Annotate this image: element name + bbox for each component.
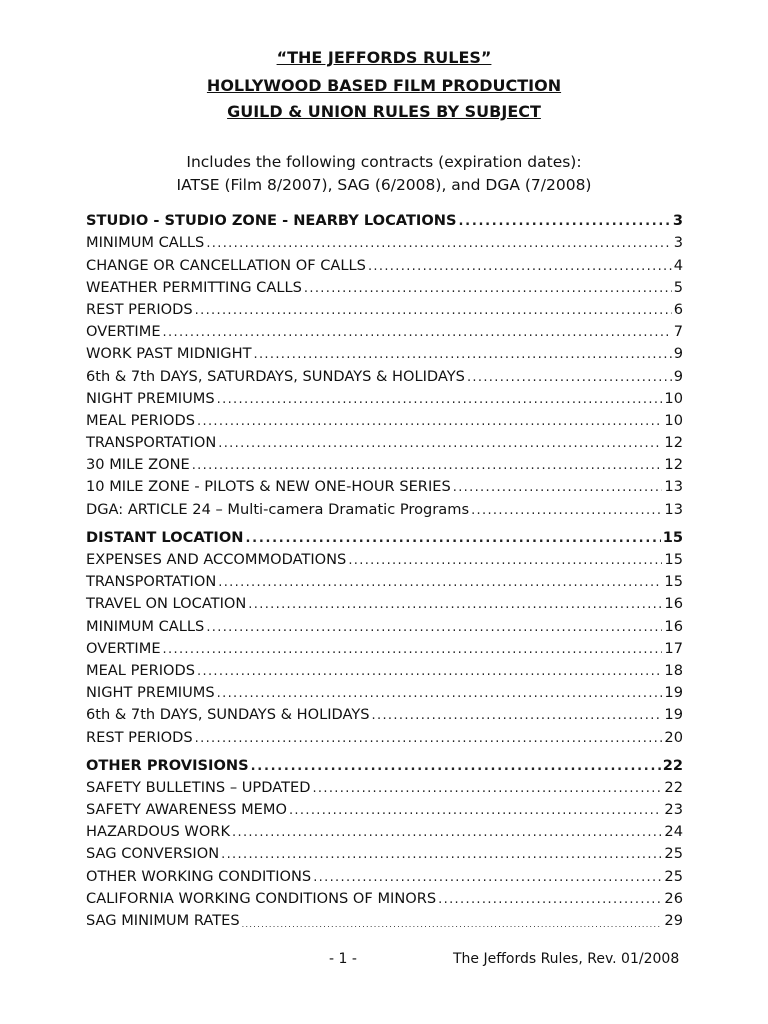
toc-entry-title: CHANGE OR CANCELLATION OF CALLS	[86, 256, 366, 274]
toc-entry-title: NIGHT PREMIUMS	[86, 389, 215, 407]
toc-entry-title: TRANSPORTATION	[86, 573, 217, 591]
toc-entry-title: OVERTIME	[86, 323, 161, 341]
toc-entry[interactable]	[86, 862, 683, 884]
toc-entry-title: MINIMUM CALLS	[86, 234, 205, 252]
toc-section-heading[interactable]	[86, 752, 683, 774]
toc-entry[interactable]	[86, 407, 683, 429]
toc-entry[interactable]	[86, 546, 683, 568]
dot-leader	[197, 414, 662, 429]
dot-leader	[453, 481, 663, 496]
toc-entry[interactable]	[86, 657, 683, 679]
dot-leader	[206, 620, 662, 635]
toc-page-number: 18	[664, 661, 683, 679]
dot-leader	[368, 259, 672, 274]
toc-page-number: 16	[664, 595, 683, 613]
toc-page-number: 25	[664, 867, 683, 885]
toc-page-number: 15	[664, 551, 683, 568]
dot-leader	[304, 281, 672, 296]
dot-leader	[251, 759, 661, 774]
toc-page-number: 4	[673, 256, 683, 274]
toc-page-number: 19	[664, 706, 683, 724]
toc-page-number: 5	[673, 278, 683, 296]
toc-page-number: 9	[673, 367, 683, 385]
toc-entry-title: 6th & 7th DAYS, SUNDAYS & HOLIDAYS	[86, 706, 370, 724]
toc-entry[interactable]	[86, 451, 683, 473]
dot-leader	[312, 781, 662, 796]
toc-page-number: 23	[664, 801, 683, 819]
dot-leader	[232, 826, 662, 841]
toc-page-number: 9	[673, 345, 683, 363]
toc-page-number: 6	[673, 300, 683, 318]
contracts-list: IATSE (Film 8/2007), SAG (6/2008), and DGA (7/2008)	[176, 176, 592, 194]
toc-entry[interactable]	[86, 612, 683, 634]
toc-entry[interactable]	[86, 274, 683, 296]
toc-entry-title: WORK PAST MIDNIGHT	[86, 345, 252, 363]
toc-entry-title: MEAL PERIODS	[86, 411, 196, 429]
toc-entry-title: OTHER WORKING CONDITIONS	[86, 867, 312, 885]
dot-leader	[218, 436, 662, 451]
toc-page-number: 29	[664, 912, 683, 929]
toc-section-heading[interactable]	[86, 207, 683, 229]
toc-page-number: 24	[664, 823, 683, 841]
toc-page-number: 22	[662, 756, 683, 774]
toc-entry-title: MEAL PERIODS	[86, 661, 196, 679]
toc-entry-title: WEATHER PERMITTING CALLS	[86, 278, 302, 296]
toc-page-number: 10	[664, 389, 683, 407]
document-subtitle-2: GUILD & UNION RULES BY SUBJECT	[227, 102, 541, 121]
toc-entry[interactable]	[86, 635, 683, 657]
document-title: “THE JEFFORDS RULES”	[276, 48, 492, 67]
dot-leader	[218, 576, 662, 591]
toc-entry-title: REST PERIODS	[86, 300, 193, 318]
toc-entry[interactable]	[86, 723, 683, 745]
toc-page-number: 13	[664, 478, 683, 496]
toc-entry-title: NIGHT PREMIUMS	[86, 684, 215, 702]
toc-entry[interactable]	[86, 318, 683, 340]
toc-entry-title: TRAVEL ON LOCATION	[86, 595, 247, 613]
page-number: - 1 -	[329, 951, 357, 967]
toc-page-number: 16	[664, 617, 683, 635]
dot-leader	[242, 914, 663, 929]
dot-leader	[313, 870, 662, 885]
toc-entry-title: DGA: ARTICLE 24 – Multi-camera Dramatic Programs	[86, 500, 470, 518]
dot-leader	[245, 531, 660, 546]
toc-page-number: 22	[664, 778, 683, 796]
dot-leader	[248, 598, 662, 613]
dot-leader	[467, 370, 672, 385]
toc-entry[interactable]	[86, 796, 683, 818]
dot-leader	[348, 553, 662, 568]
document-reference: The Jeffords Rules, Rev. 01/2008	[453, 951, 680, 967]
toc-entry-title: SAFETY BULLETINS – UPDATED	[86, 778, 311, 796]
toc-entry[interactable]	[86, 296, 683, 318]
toc-entry[interactable]	[86, 840, 683, 862]
toc-section	[86, 207, 683, 518]
toc-entry-title: OTHER PROVISIONS	[86, 756, 249, 774]
toc-page-number: 25	[664, 845, 683, 863]
dot-leader	[163, 326, 672, 341]
toc-entry-title: SAG MINIMUM RATES	[86, 912, 240, 929]
toc-entry-title: REST PERIODS	[86, 728, 193, 746]
toc-entry[interactable]	[86, 362, 683, 384]
toc-page-number: 12	[664, 434, 683, 452]
toc-entry[interactable]	[86, 590, 683, 612]
toc-entry-title: OVERTIME	[86, 639, 161, 657]
toc-page-number: 10	[664, 411, 683, 429]
toc-entry-title: 30 MILE ZONE	[86, 456, 190, 474]
toc-entry[interactable]	[86, 429, 683, 451]
dot-leader	[217, 392, 663, 407]
toc-entry-title: CALIFORNIA WORKING CONDITIONS OF MINORS	[86, 889, 437, 907]
dot-leader	[221, 848, 662, 863]
toc-section-heading[interactable]	[86, 524, 683, 546]
toc-page-number: 3	[673, 234, 683, 252]
dot-leader	[206, 237, 671, 252]
toc-page-number: 20	[664, 728, 683, 746]
toc-entry-title: DISTANT LOCATION	[86, 528, 244, 546]
toc-entry-title: 10 MILE ZONE - PILOTS & NEW ONE-HOUR SERIES	[86, 478, 451, 496]
toc-entry[interactable]	[86, 340, 683, 362]
toc-entry[interactable]	[86, 907, 683, 929]
toc-entry[interactable]	[86, 495, 683, 517]
toc-page-number: 17	[664, 639, 683, 657]
toc-entry[interactable]	[86, 818, 683, 840]
toc-entry-title: SAFETY AWARENESS MEMO	[86, 801, 287, 819]
toc-page-number: 19	[664, 684, 683, 702]
dot-leader	[471, 503, 662, 518]
document-subtitle-1: HOLLYWOOD BASED FILM PRODUCTION	[206, 76, 562, 95]
dot-leader	[163, 642, 663, 657]
toc-section	[86, 752, 683, 930]
toc-entry[interactable]	[86, 568, 683, 590]
dot-leader	[253, 348, 671, 363]
toc-entry-title: EXPENSES AND ACCOMMODATIONS	[86, 551, 347, 568]
toc-entry[interactable]	[86, 473, 683, 495]
toc-entry-title: 6th & 7th DAYS, SATURDAYS, SUNDAYS & HOLIDAYS	[86, 367, 465, 385]
toc-entry[interactable]	[86, 774, 683, 796]
toc-entry-title: TRANSPORTATION	[86, 434, 217, 452]
toc-page-number: 7	[673, 323, 683, 341]
toc-entry[interactable]	[86, 885, 683, 907]
dot-leader	[289, 803, 662, 818]
toc-entry[interactable]	[86, 229, 683, 251]
dot-leader	[195, 303, 672, 318]
dot-leader	[195, 731, 663, 746]
toc-entry-title: SAG CONVERSION	[86, 845, 220, 863]
toc-entry[interactable]	[86, 701, 683, 723]
toc-entry-title: HAZARDOUS WORK	[86, 823, 231, 841]
toc-entry-title: STUDIO - STUDIO ZONE - NEARBY LOCATIONS	[86, 212, 457, 230]
dot-leader	[192, 459, 663, 474]
table-of-contents	[86, 207, 683, 929]
toc-page-number: 15	[664, 573, 683, 591]
toc-page-number: 3	[672, 212, 683, 230]
contracts-intro: Includes the following contracts (expiration dates):	[186, 153, 582, 171]
dot-leader	[372, 709, 663, 724]
toc-entry[interactable]	[86, 679, 683, 701]
toc-entry[interactable]	[86, 385, 683, 407]
toc-entry-title: MINIMUM CALLS	[86, 617, 205, 635]
toc-page-number: 12	[664, 456, 683, 474]
dot-leader	[458, 215, 670, 230]
toc-entry[interactable]	[86, 251, 683, 273]
dot-leader	[217, 687, 663, 702]
toc-page-number: 15	[662, 528, 683, 546]
dot-leader	[197, 664, 662, 679]
dot-leader	[438, 892, 662, 907]
toc-page-number: 26	[664, 889, 683, 907]
toc-section	[86, 524, 683, 746]
toc-page-number: 13	[664, 500, 683, 518]
